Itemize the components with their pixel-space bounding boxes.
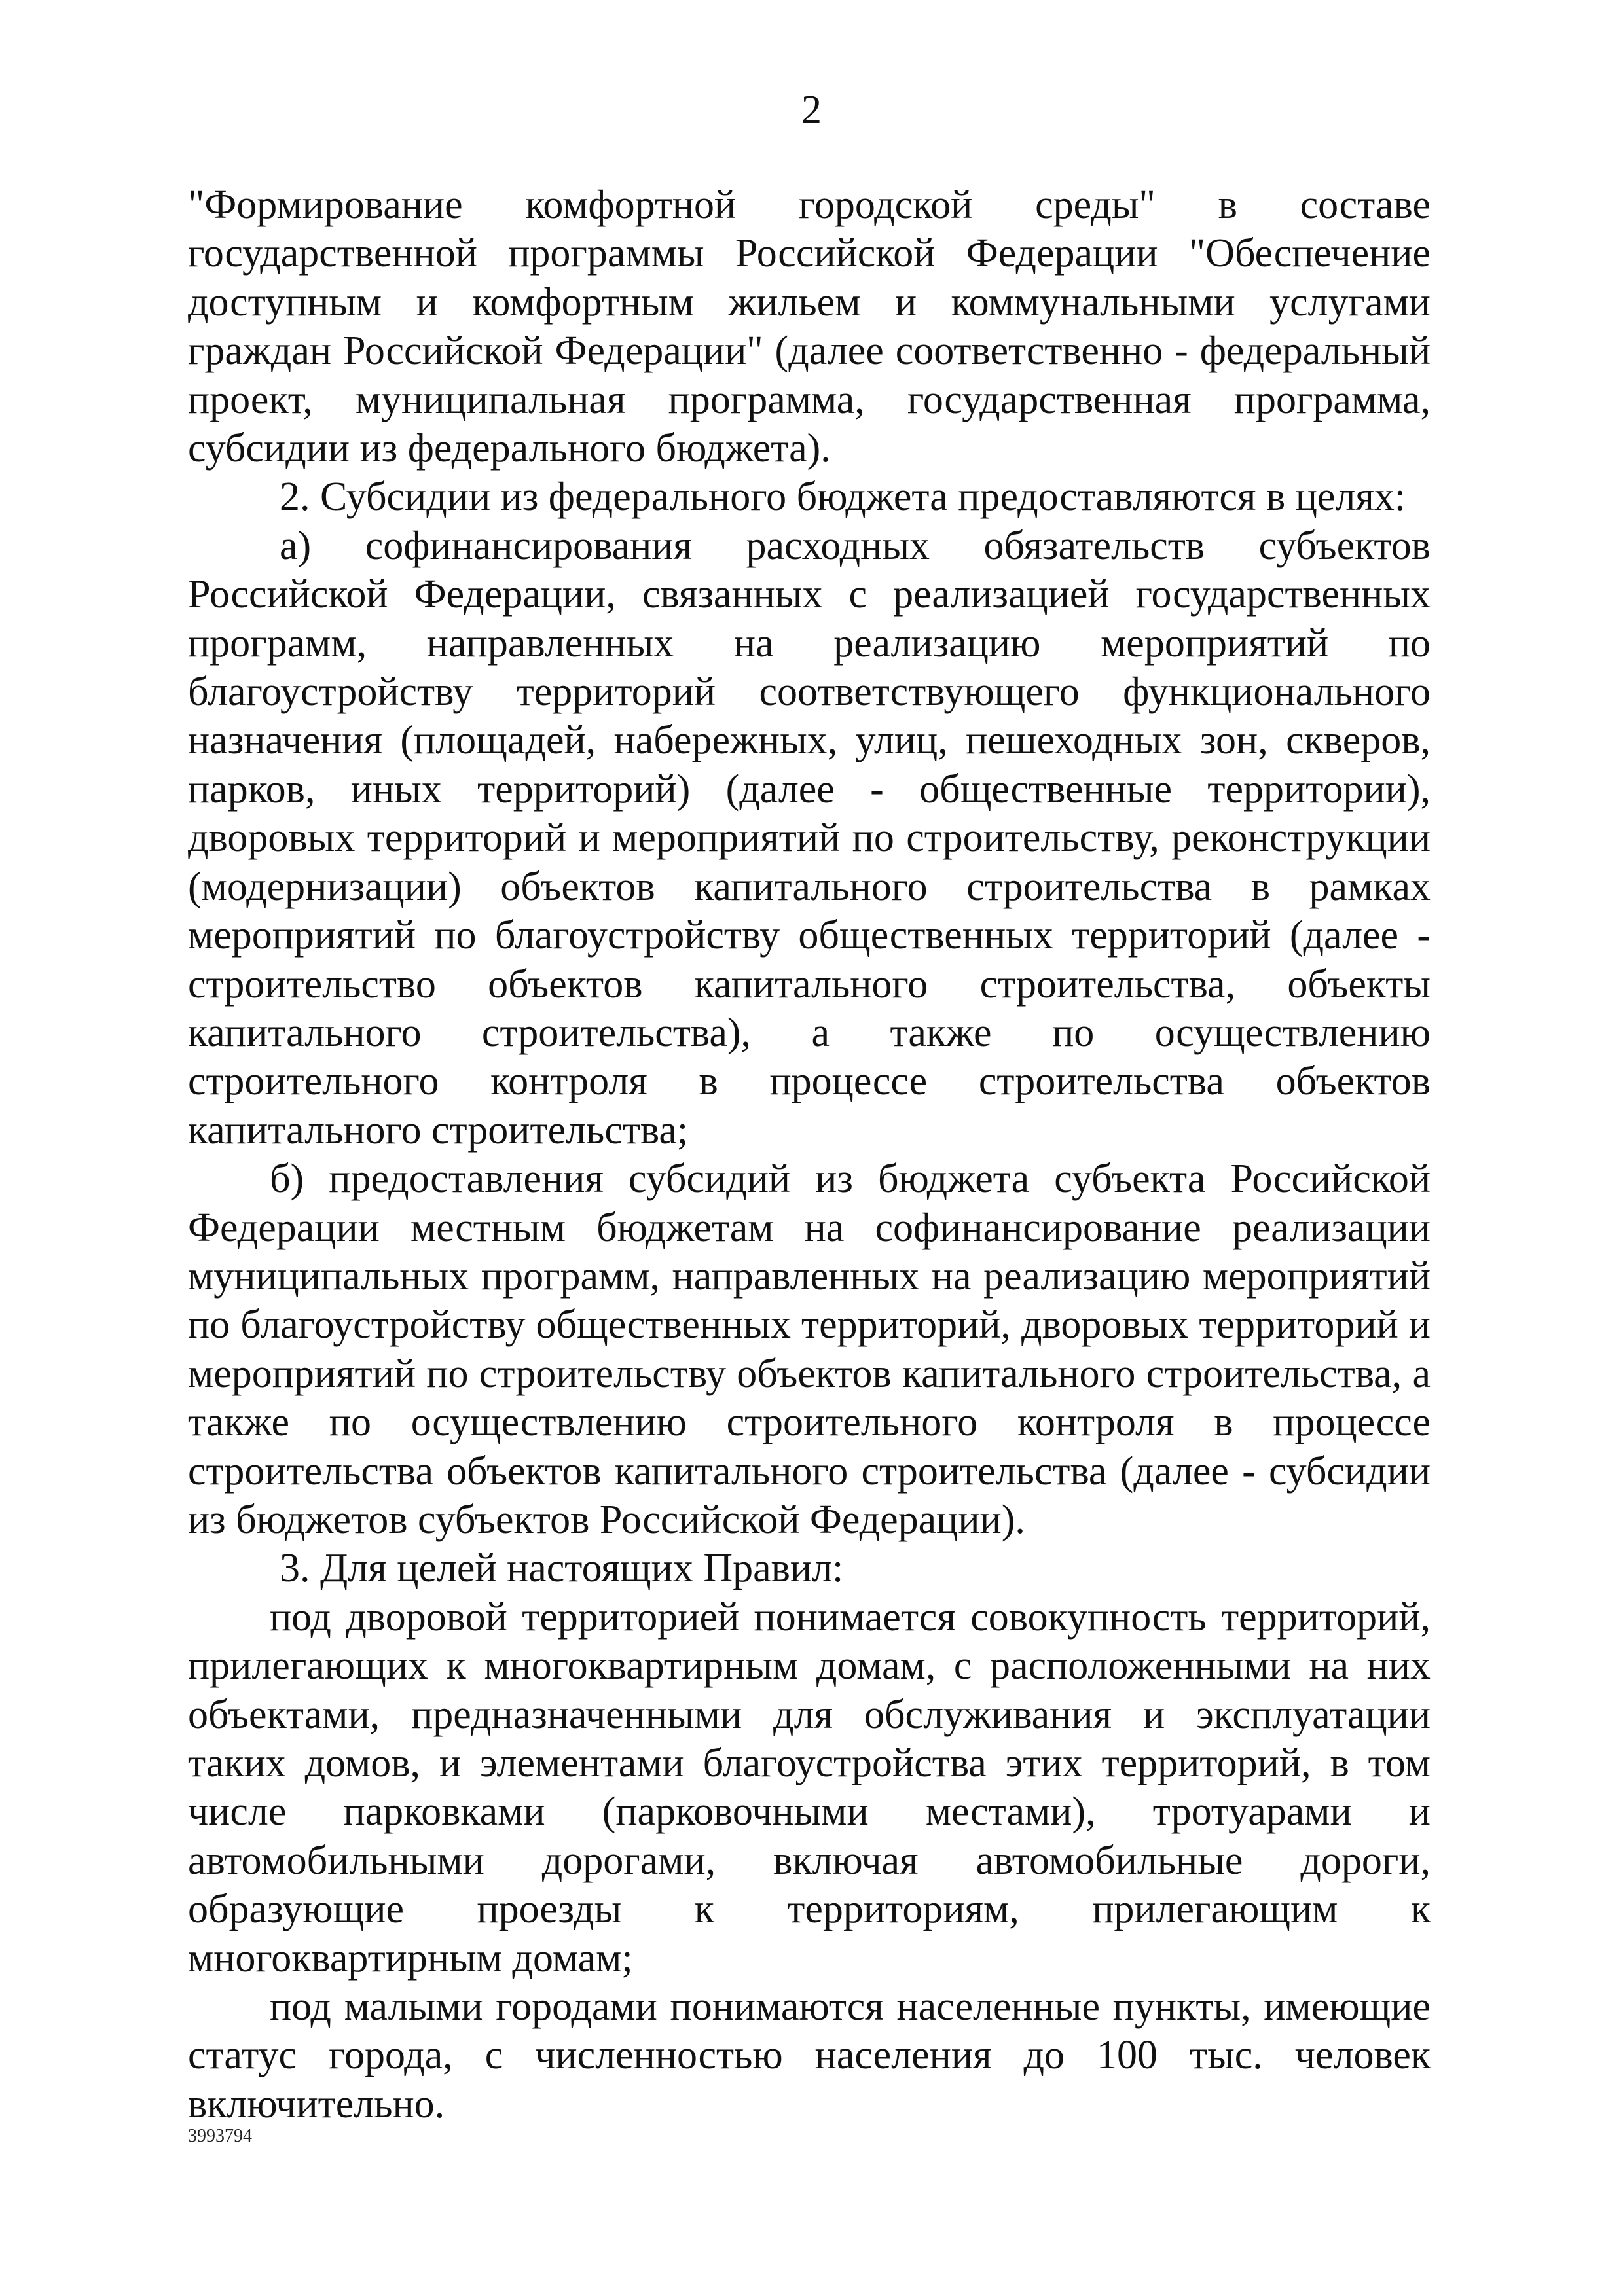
paragraph-item-2: 2. Субсидии из федерального бюджета предоставляются в целях:: [280, 475, 1406, 520]
paragraph-yard-territory-definition: под дворовой территорией понимается совокупность территорий, прилегающих к многоквартирным домам, с расположенными на них объектами, предназначенными для обслуживания и эксплуатации таких домов, и элементами благоустройства этих территорий, в том числе парковками (парковочными местами), тротуарами и автомобильными дорогами, включая автомобильные дороги, образующие проезды к территориям, прилегающим к многоквартирным домам;: [188, 1594, 1431, 1981]
paragraph-item-3: 3. Для целей настоящих Правил:: [280, 1546, 844, 1591]
paragraph-continuation: "Формирование комфортной городской среды" в составе государственной программы Российской Федерации "Обеспечение доступным и комфортным жильем и коммунальными услугами граждан Российской Федерации" (далее соответственно - федеральный проект, муниципальная программа, государственная программа, субсидии из федерального бюджета).: [188, 183, 1431, 471]
document-code: 3993794: [188, 2126, 252, 2146]
paragraph-item-2a: а) софинансирования расходных обязательств субъектов Российской Федерации, связанных с реализацией государственных программ, направленных на реализацию мероприятий по благоустройству территорий соответствующего функционального назначения (площадей, набережных, улиц, пешеходных зон, скверов, парков, иных территорий) (далее - общественные территории), дворовых территорий и мероприятий по строительству, реконструкции (модернизации) объектов капитального строительства в рамках мероприятий по благоустройству общественных территорий (далее - строительство объектов капитального строительства, объекты капитального строительства), а также по осуществлению строительного контроля в процессе строительства объектов капитального строительства;: [188, 523, 1431, 1153]
paragraph-item-2b: б) предоставления субсидий из бюджета субъекта Российской Федерации местным бюджетам на софинансирование реализации муниципальных программ, направленных на реализацию мероприятий по благоустройству общественных территорий, дворовых территорий и мероприятий по строительству объектов капитального строительства, а также по осуществлению строительного контроля в процессе строительства объектов капитального строительства (далее - субсидии из бюджетов субъектов Российской Федерации).: [188, 1157, 1431, 1542]
paragraph-small-towns-definition: под малыми городами понимаются населенные пункты, имеющие статус города, с численностью населения до 100 тыс. человек включительно.: [188, 1984, 1431, 2126]
document-body: [188, 181, 1431, 2128]
page-number: 2: [801, 88, 822, 132]
